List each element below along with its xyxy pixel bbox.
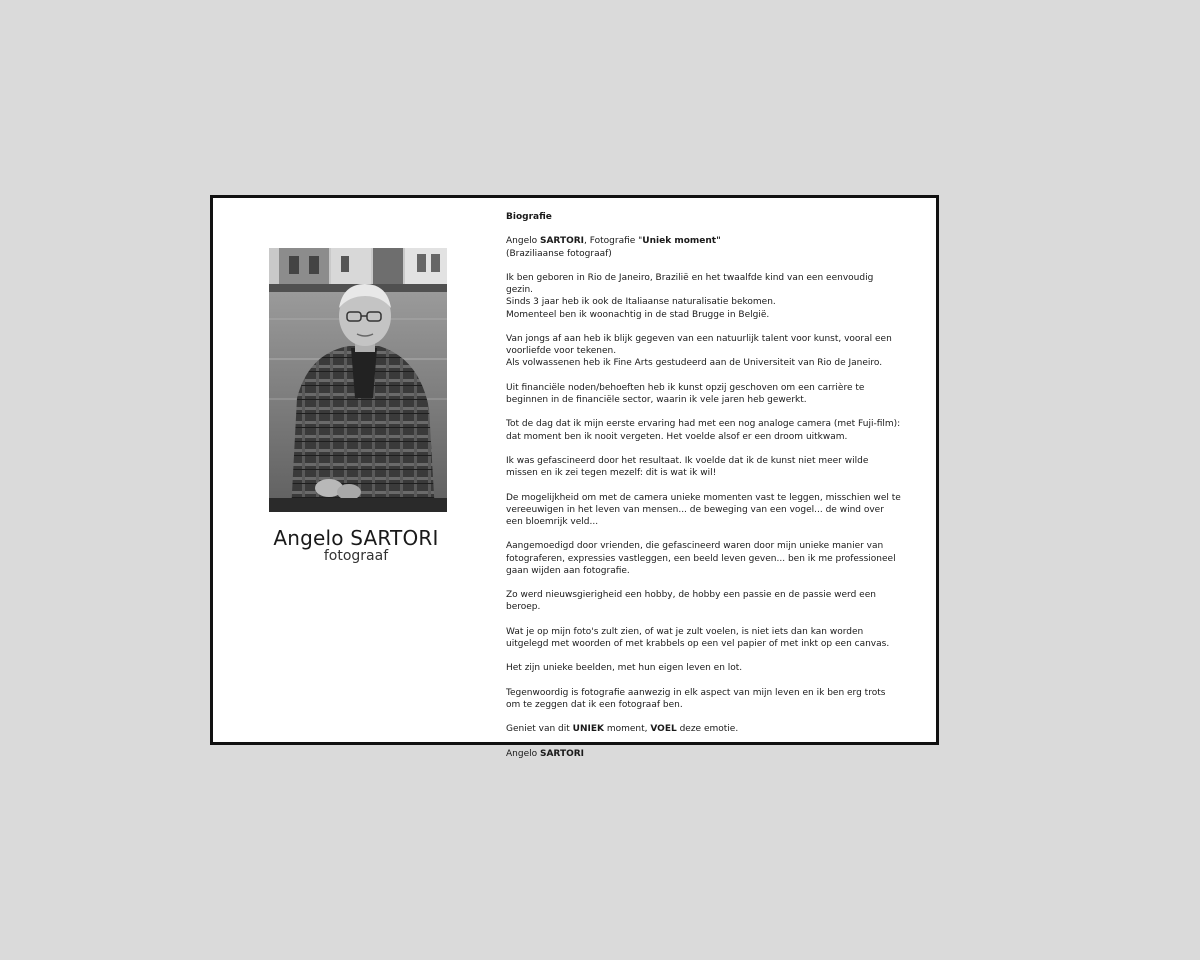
profile-caption: [213, 526, 499, 564]
bio-paragraph-9: Wat je op mijn foto's zult zien, of wat je zult voelen, is niet iets dan kan worden uitgelegd met woorden of met krabbels op een vel papier of met inkt op een canvas.: [506, 626, 890, 649]
bio-paragraph-7: Aangemoedigd door vrienden, die gefascineerd waren door mijn unieke manier van fotograferen, expressies vastleggen, een beeld leven geven... ben ik me professioneel gaan wijden aan fotografie.: [506, 541, 896, 576]
bio-line: Als volwassenen heb ik Fine Arts gestudeerd aan de Universiteit van Rio de Janeiro.: [506, 358, 883, 369]
intro-last-name: SARTORI: [539, 236, 585, 247]
bio-paragraph-4: Tot de dag dat ik mijn eerste ervaring had met een nog analoge camera (met Fuji-film): dat moment ben ik nooit vergeten. Het voelde alsof er een droom uitkwam.: [506, 419, 901, 442]
profile-column: [213, 198, 503, 742]
bio-paragraph-8: Zo werd nieuwsgierigheid een hobby, de hobby een passie en de passie werd een beroep.: [506, 590, 876, 613]
signature-first-name: Angelo: [506, 748, 540, 759]
closing-text: deze emotie.: [676, 724, 739, 735]
closing-text: moment,: [603, 724, 651, 735]
bio-line: Momenteel ben ik woonachtig in de stad Brugge in België.: [506, 309, 770, 320]
bio-line: Ik ben geboren in Rio de Janeiro, Brazilië en het twaalfde kind van een eenvoudig gezin.: [506, 272, 874, 296]
bio-paragraph-10: Het zijn unieke beelden, met hun eigen leven en lot.: [506, 663, 743, 674]
closing-paragraph: [506, 723, 901, 735]
closing-emphasis: UNIEK: [572, 724, 604, 735]
biography-text: [506, 211, 901, 772]
bio-paragraph-11: Tegenwoordig is fotografie aanwezig in elk aspect van mijn leven en ik ben erg trots om te zeggen dat ik een fotograaf ben.: [506, 687, 886, 710]
closing-emphasis: VOEL: [650, 724, 677, 735]
signature: [506, 748, 901, 760]
portrait-photo: [269, 248, 447, 512]
bio-paragraph-3: Uit financiële noden/behoeften heb ik kunst opzij geschoven om een carrière te beginnen in de financiële sector, waarin ik vele jaren heb gewerkt.: [506, 382, 865, 405]
biography-card: [210, 195, 939, 759]
bio-paragraph-5: Ik was gefascineerd door het resultaat. Ik voelde dat ik de kunst niet meer wilde missen en ik zei tegen mezelf: dit is wat ik wil!: [506, 455, 869, 479]
bio-line: Sinds 3 jaar heb ik ook de Italiaanse naturalisatie bekomen.: [506, 297, 776, 308]
profile-name: Angelo SARTORI: [273, 526, 439, 550]
profile-role: fotograaf: [323, 548, 389, 564]
bio-line: Van jongs af aan heb ik blijk gegeven van een natuurlijk talent voor kunst, vooral een voorliefde voor tekenen.: [506, 333, 892, 357]
bio-paragraph-2: [506, 333, 901, 370]
intro-subtitle: (Braziliaanse fotograaf): [506, 248, 612, 259]
signature-last-name: SARTORI: [539, 748, 585, 759]
biography-heading: Biografie: [506, 212, 552, 222]
bio-paragraph-1: [506, 272, 901, 321]
intro-first-name: Angelo: [506, 236, 540, 247]
intro-title: Uniek moment": [642, 236, 721, 247]
bio-paragraph-6: De mogelijkheid om met de camera unieke momenten vast te leggen, misschien wel te vereeuwigen in het leven van mensen... de beweging van een vogel... de wind over een bloemrijk veld...: [506, 492, 901, 527]
intro-mid: , Fotografie ": [584, 236, 643, 247]
intro-paragraph: [506, 235, 901, 259]
closing-text: Geniet van dit: [506, 724, 573, 735]
